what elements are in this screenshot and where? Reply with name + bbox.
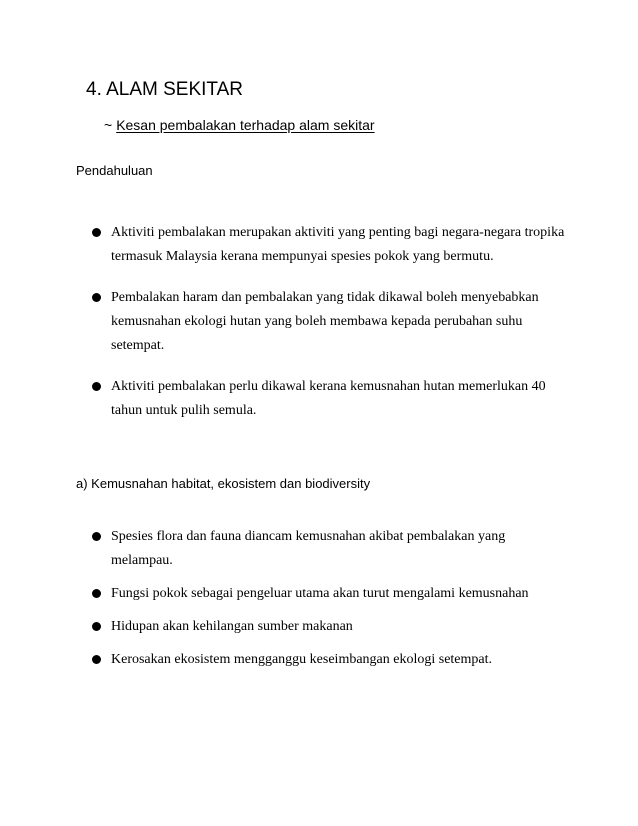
bullet-list-pendahuluan: [86, 221, 566, 440]
list-item-text: Kerosakan ekosistem mengganggu keseimbangan ekologi setempat.: [111, 652, 493, 667]
list-item: [86, 286, 566, 358]
list-item-text: Hidupan akan kehilangan sumber makanan: [111, 619, 353, 634]
subheading: [104, 117, 375, 133]
bullet-icon: [92, 228, 101, 237]
bullet-list-kemusnahan: [86, 525, 566, 681]
page-title: 4. ALAM SEKITAR: [86, 79, 243, 100]
list-item: [86, 648, 566, 672]
list-item: [86, 582, 566, 606]
section-label-kemusnahan: a) Kemusnahan habitat, ekosistem dan biodiversity: [76, 476, 371, 491]
list-item: [86, 221, 566, 269]
list-item-text: Aktiviti pembalakan perlu dikawal kerana kemusnahan hutan memerlukan 40 tahun untuk pulih semula.: [111, 379, 546, 418]
section-label-pendahuluan: Pendahuluan: [76, 163, 153, 178]
subheading-tilde: ~: [104, 117, 113, 133]
bullet-icon: [92, 589, 101, 598]
bullet-icon: [92, 382, 101, 391]
bullet-icon: [92, 622, 101, 631]
list-item-text: Pembalakan haram dan pembalakan yang tidak dikawal boleh menyebabkan kemusnahan ekologi hutan yang boleh membawa kepada perubahan suhu setempat.: [111, 290, 539, 353]
list-item: [86, 375, 566, 423]
list-item-text: Spesies flora dan fauna diancam kemusnahan akibat pembalakan yang melampau.: [111, 529, 506, 568]
bullet-icon: [92, 655, 101, 664]
list-item-text: Aktiviti pembalakan merupakan aktiviti yang penting bagi negara-negara tropika termasuk Malaysia kerana mempunyai spesies pokok yang bermutu.: [111, 225, 565, 264]
list-item: [86, 615, 566, 639]
list-item: [86, 525, 566, 573]
subheading-text: Kesan pembalakan terhadap alam sekitar: [116, 117, 375, 133]
bullet-icon: [92, 293, 101, 302]
bullet-icon: [92, 532, 101, 541]
list-item-text: Fungsi pokok sebagai pengeluar utama akan turut mengalami kemusnahan: [111, 586, 529, 601]
